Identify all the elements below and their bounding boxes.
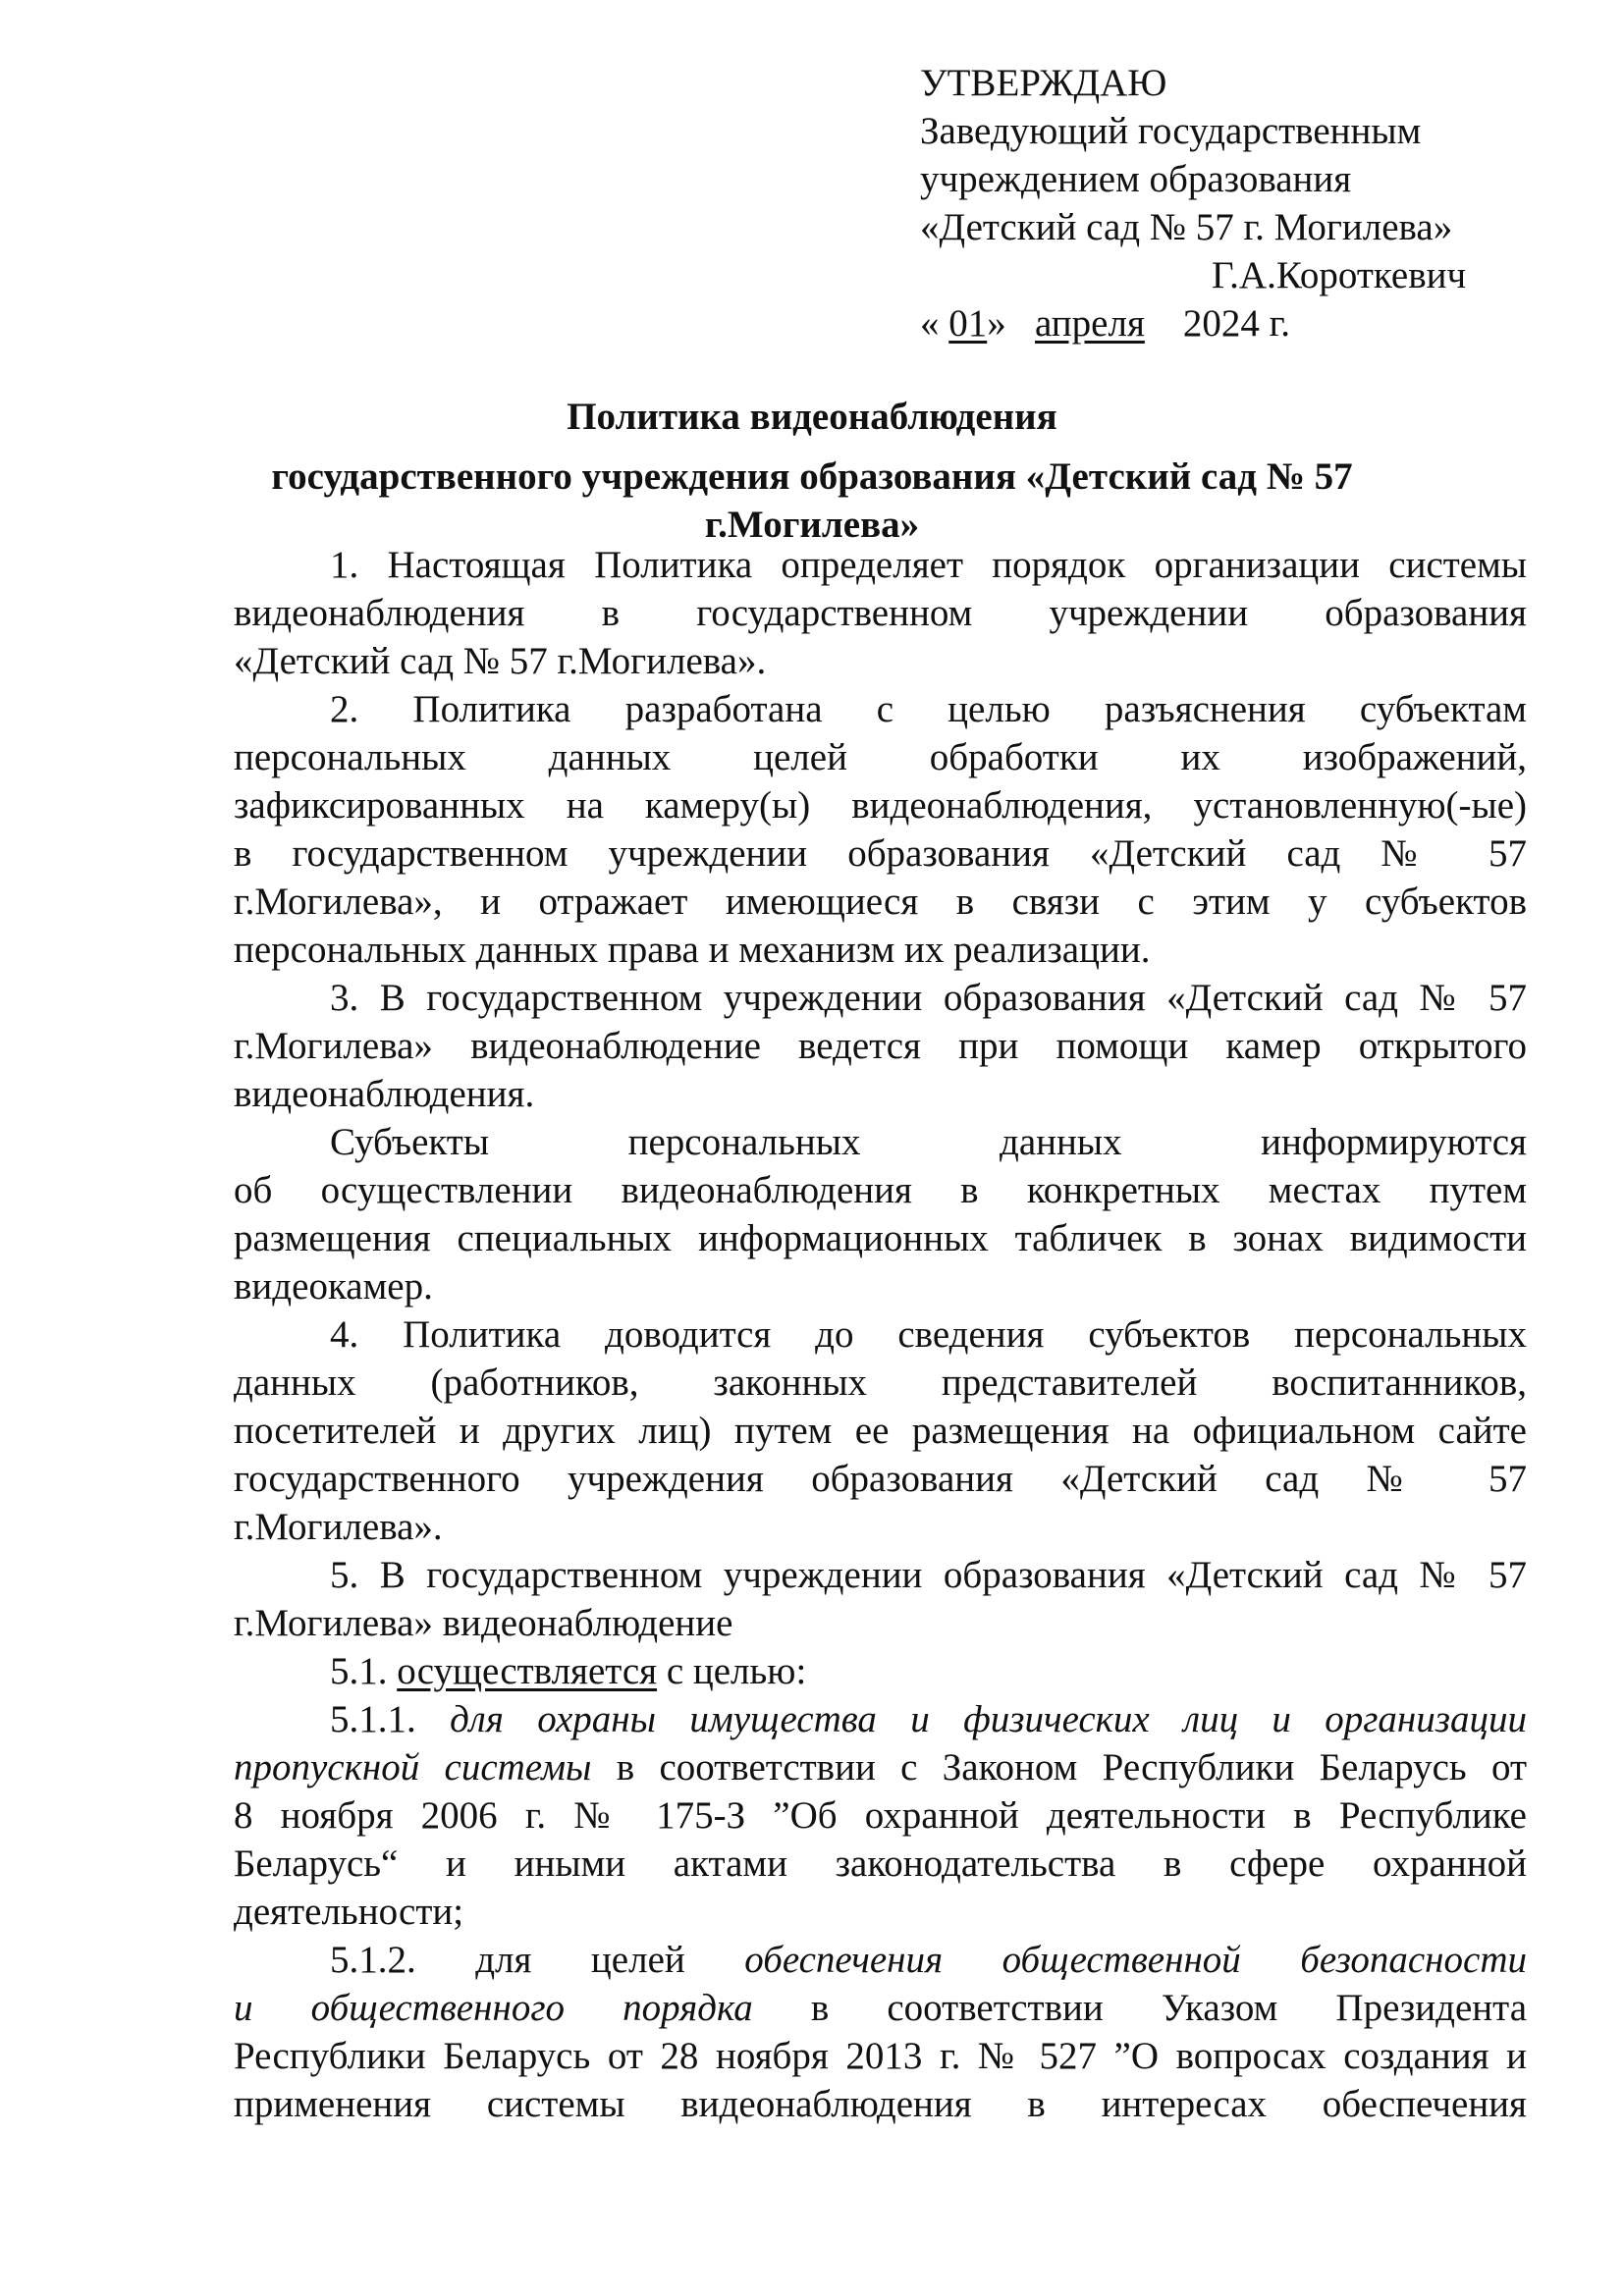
date-day: 01	[948, 302, 988, 345]
section-5-1-1-rest2: в соответствии с Законом Республики Беларусь от	[616, 1746, 1528, 1789]
body-line: данных (работников, законных представителей воспитанников,	[234, 1362, 1527, 1404]
approval-signatory: Г.А.Короткевич	[1212, 254, 1467, 296]
title-line2: государственного учреждения образования «Детский сад № 57 г.Могилева»	[271, 455, 1353, 546]
section-5-1-1-line2	[234, 1743, 1527, 1791]
body-line: в государственном учреждении образования «Детский сад № 57	[234, 832, 1527, 875]
section-5-1-2-line3: Республики Беларусь от 28 ноября 2013 г. № 527 ”О вопросах создания и	[234, 2035, 1527, 2077]
section-5-1-1-line5: деятельности;	[234, 1891, 464, 1933]
body-line: персональных данных целей обработки их изображений,	[234, 736, 1527, 778]
approval-date	[920, 299, 1509, 347]
section-5-1-number: 5.1.	[330, 1650, 388, 1692]
approval-heading: УТВЕРЖДАЮ	[920, 62, 1167, 104]
body-line: государственного учреждения образования «Детский сад № 57	[234, 1458, 1527, 1500]
section-5-1-2-rest2: Указом Президента	[1161, 1987, 1528, 2029]
section-5-1-1-line1	[234, 1695, 1527, 1743]
document-title	[234, 393, 1390, 549]
body-line: г.Могилева».	[234, 1506, 443, 1548]
body-line: 2. Политика разработана с целью разъяснения субъектам	[330, 688, 1527, 730]
approval-institution: «Детский сад № 57 г. Могилева»	[920, 206, 1453, 248]
body-lines	[234, 541, 1527, 1647]
section-5-1-1-number: 5.1.1.	[330, 1698, 416, 1740]
section-5-1-2-italic2: и общественного порядка	[234, 1987, 753, 2029]
body-line: г.Могилева», и отражает имеющиеся в связи с этим у субъектов	[234, 881, 1527, 923]
section-5-1-keyword: осуществляется	[397, 1650, 658, 1692]
section-5-1-1-line3: 8 ноября 2006 г. № 175-З ”Об охранной деятельности в Республике	[234, 1794, 1527, 1837]
section-5-1-rest: с целью:	[666, 1650, 807, 1692]
section-5-1	[234, 1647, 1527, 1695]
document-body	[234, 541, 1527, 2128]
body-line: видеокамер.	[234, 1265, 433, 1308]
section-5-1-1-line4: Беларусь“ и иными актами законодательства в сфере охранной	[234, 1842, 1527, 1885]
body-line: видеонаблюдения в государственном учреждении образования	[234, 592, 1527, 634]
date-close-quote: »	[987, 302, 1006, 345]
section-5-1-2-line4: применения системы видеонаблюдения в интересах обеспечения	[234, 2083, 1527, 2125]
body-line: размещения специальных информационных табличек в зонах видимости	[234, 1217, 1527, 1259]
body-line: об осуществлении видеонаблюдения в конкретных местах путем	[234, 1169, 1527, 1211]
body-line: г.Могилева» видеонаблюдение ведется при помощи камер открытого	[234, 1025, 1527, 1067]
body-line: персональных данных права и механизм их реализации.	[234, 929, 1151, 971]
section-5-1-2-number: 5.1.2.	[330, 1939, 416, 1981]
body-line: посетителей и других лиц) путем ее размещения на официальном сайте	[234, 1410, 1527, 1452]
title-line1: Политика видеонаблюдения	[567, 396, 1057, 438]
body-line: Субъекты персональных данных информируются	[330, 1121, 1527, 1163]
approval-position-line2: учреждением образования	[920, 158, 1352, 200]
date-year: 2024 г.	[1182, 302, 1290, 345]
section-5-1-2-mid2: в соответствии	[810, 1987, 1104, 2029]
section-5-1-2-pre1: для целей	[475, 1939, 685, 1981]
section-5-1-2-line1	[234, 1936, 1527, 1984]
section-5-1-2-line2	[234, 1984, 1527, 2032]
body-line: 1. Настоящая Политика определяет порядок организации системы	[330, 544, 1527, 586]
body-line: 4. Политика доводится до сведения субъектов персональных	[330, 1313, 1527, 1356]
section-5-1-2-italic1: обеспечения общественной безопасности	[744, 1939, 1527, 1981]
date-month: апреля	[1035, 302, 1145, 345]
section-5-1-1-italic1: для охраны имущества и физических лиц и организации	[450, 1698, 1527, 1740]
body-line: видеонаблюдения.	[234, 1073, 535, 1115]
section-5-1-1-italic2: пропускной системы	[234, 1746, 592, 1789]
body-line: 3. В государственном учреждении образования «Детский сад № 57	[330, 977, 1527, 1019]
body-line: зафиксированных на камеру(ы) видеонаблюдения, установленную(-ые)	[234, 784, 1527, 827]
body-line: 5. В государственном учреждении образования «Детский сад № 57	[330, 1554, 1527, 1596]
body-line: г.Могилева» видеонаблюдение	[234, 1602, 733, 1644]
approval-block	[920, 59, 1509, 347]
body-line: «Детский сад № 57 г.Могилева».	[234, 640, 767, 682]
date-open-quote: «	[920, 302, 940, 345]
approval-position-line1: Заведующий государственным	[920, 110, 1422, 152]
